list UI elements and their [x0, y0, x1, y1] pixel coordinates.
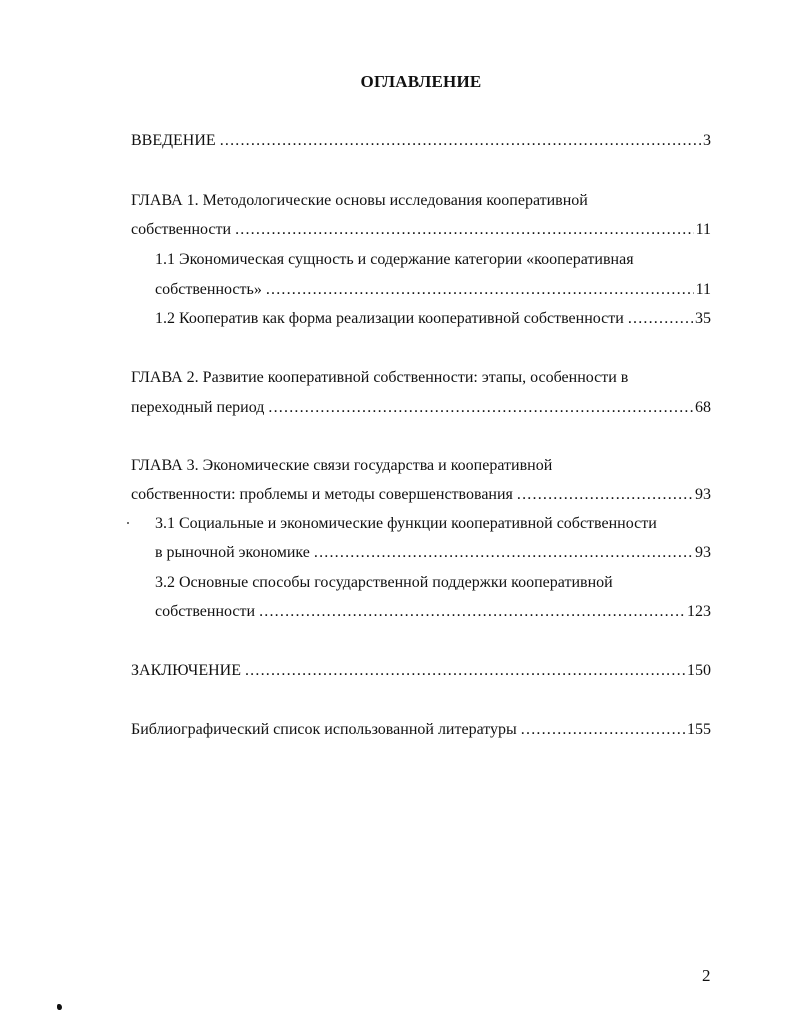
toc-entry-chapter-3[interactable]: [131, 485, 711, 505]
toc-entry-label: ВВЕДЕНИЕ: [131, 132, 216, 149]
toc-page-number: 150: [687, 662, 711, 679]
dot-leader: [268, 398, 693, 418]
toc-page-number: 93: [695, 544, 711, 561]
dot-leader: [521, 720, 685, 740]
scan-speck-mark: [57, 1004, 62, 1010]
toc-entry-chapter-2[interactable]: [131, 398, 711, 418]
dot-leader: [245, 661, 685, 681]
toc-chapter-1-title: ГЛАВА 1. Методологические основы исследования кооперативной: [131, 192, 588, 209]
dot-leader: [220, 131, 701, 151]
toc-entry-conclusion[interactable]: [131, 661, 711, 681]
dot-leader: [314, 543, 693, 563]
toc-page-number: 68: [695, 399, 711, 416]
toc-page-number: 155: [687, 721, 711, 738]
toc-entry-label: переходный период: [131, 399, 265, 416]
dot-leader: [259, 602, 685, 622]
dot-leader: [628, 309, 693, 329]
toc-entry-label: собственность»: [155, 281, 262, 298]
toc-entry-chapter-1[interactable]: [131, 220, 711, 240]
toc-page-number: 93: [695, 486, 711, 503]
toc-entry-bibliography[interactable]: [131, 720, 711, 740]
toc-entry-label: Библиографический список использованной литературы: [131, 721, 517, 738]
toc-entry-label: собственности: проблемы и методы совершенствования: [131, 486, 513, 503]
toc-entry-section-3-2[interactable]: [155, 602, 711, 622]
toc-entry-intro[interactable]: [131, 131, 711, 151]
toc-entry-label: ЗАКЛЮЧЕНИЕ: [131, 662, 241, 679]
toc-entry-label: в рыночной экономике: [155, 544, 310, 561]
toc-section-1-1-title: 1.1 Экономическая сущность и содержание категории «кооперативная: [155, 251, 634, 268]
toc-entry-section-3-1[interactable]: [155, 543, 711, 563]
toc-chapter-2-title: ГЛАВА 2. Развитие кооперативной собственности: этапы, особенности в: [131, 369, 629, 386]
toc-section-3-2-title: 3.2 Основные способы государственной поддержки кооперативной: [155, 574, 613, 591]
toc-page-number: 11: [695, 281, 711, 298]
scan-dust-mark: [127, 522, 129, 524]
dot-leader: [266, 280, 694, 300]
toc-entry-section-1-2[interactable]: [155, 309, 711, 329]
toc-page-number: 123: [687, 603, 711, 620]
toc-section-3-1-title: 3.1 Социальные и экономические функции кооперативной собственности: [155, 515, 657, 532]
toc-chapter-3-title: ГЛАВА 3. Экономические связи государства и кооперативной: [131, 457, 553, 474]
page-number: 2: [702, 966, 711, 985]
toc-entry-label: 1.2 Кооператив как форма реализации кооперативной собственности: [155, 310, 624, 327]
toc-entry-label: собственности: [131, 221, 232, 238]
dot-leader: [517, 485, 693, 505]
toc-page-number: 11: [695, 221, 711, 238]
toc-page-number: 35: [695, 310, 711, 327]
toc-page-number: 3: [703, 132, 711, 149]
page-title: ОГЛАВЛЕНИЕ: [360, 72, 482, 91]
toc-entry-label: собственности: [155, 603, 256, 620]
toc-entry-section-1-1[interactable]: [155, 280, 711, 300]
dot-leader: [235, 220, 694, 240]
